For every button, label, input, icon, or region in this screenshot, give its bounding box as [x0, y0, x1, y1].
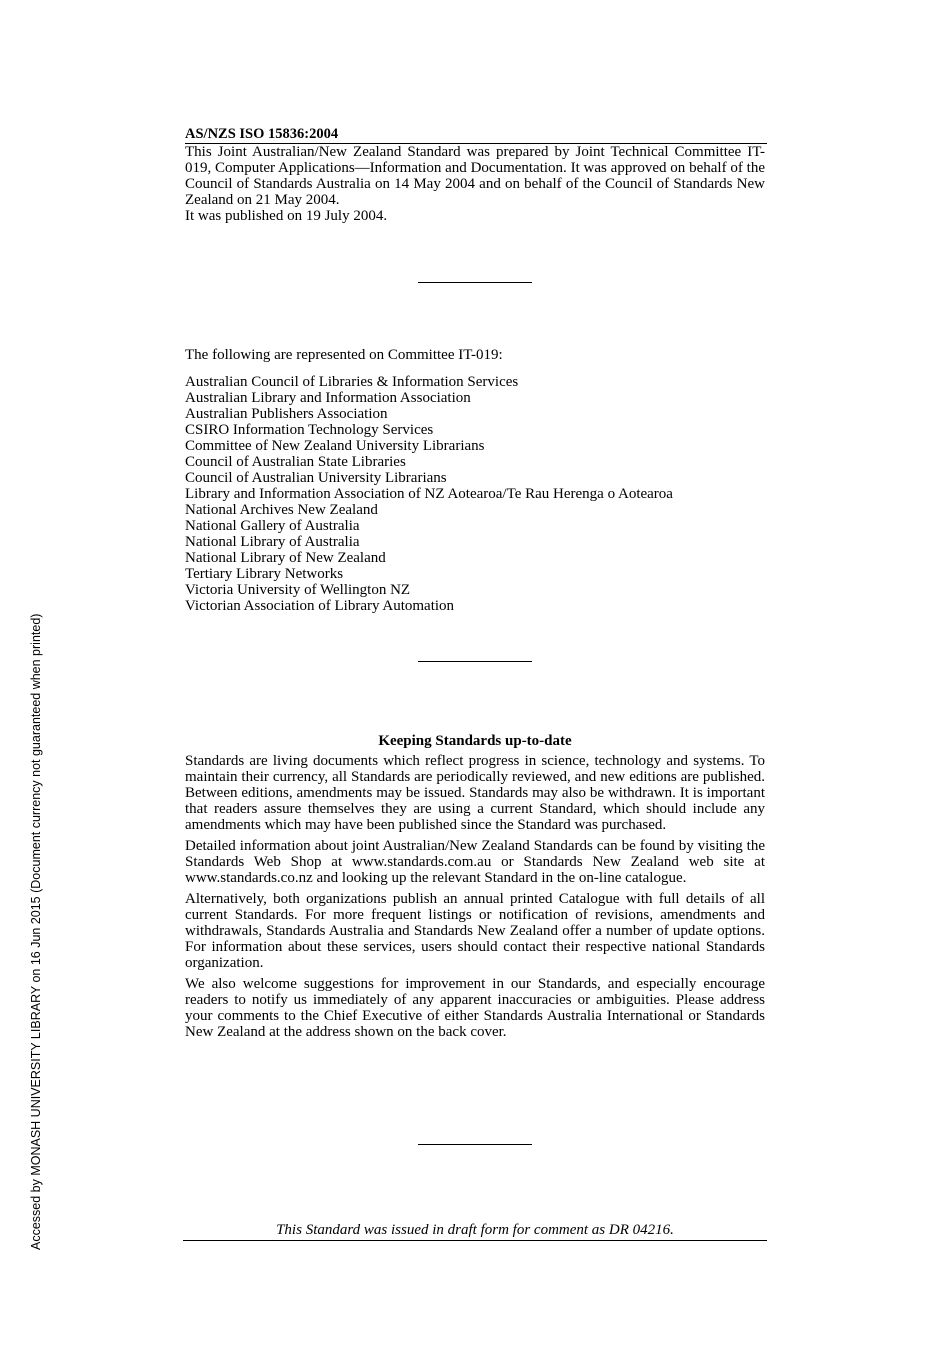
committee-member: Library and Information Association of NZ Aotearoa/Te Rau Herenga o Aotearoa — [185, 486, 673, 502]
section-divider — [418, 282, 532, 283]
committee-member: Australian Library and Information Association — [185, 390, 471, 406]
section-divider — [418, 1144, 532, 1145]
committee-member: Australian Publishers Association — [185, 406, 388, 422]
access-watermark: Accessed by MONASH UNIVERSITY LIBRARY on 16 Jun 2015 (Document currency not guaranteed when printed) — [29, 613, 43, 1250]
section-divider — [418, 661, 532, 662]
committee-member: National Library of New Zealand — [185, 550, 386, 566]
committee-member-list — [185, 374, 765, 614]
body-paragraph: Alternatively, both organizations publish an annual printed Catalogue with full details of all current Standards. For more frequent listings or notification of revisions, amendments and withdrawals, Standards Australia and Standards New Zealand offer a number of update options. For information about these services, users should contact their respective national Standards organization. — [185, 891, 765, 971]
committee-member: National Library of Australia — [185, 534, 360, 550]
document-id: AS/NZS ISO 15836:2004 — [185, 126, 767, 144]
draft-note: This Standard was issued in draft form for comment as DR 04216. — [183, 1221, 767, 1241]
committee-member: Council of Australian University Librarians — [185, 470, 447, 486]
body-paragraph: Standards are living documents which reflect progress in science, technology and systems. To maintain their currency, all Standards are periodically reviewed, and new editions are published. Between editions, amendments may be issued. Standards may also be withdrawn. It is important that readers assure themselves they are using a current Standard, which should include any amendments which may have been published since the Standard was purchased. — [185, 753, 765, 833]
committee-member: Australian Council of Libraries & Information Services — [185, 374, 519, 390]
committee-member: National Archives New Zealand — [185, 502, 378, 518]
committee-member: National Gallery of Australia — [185, 518, 360, 534]
committee-member: CSIRO Information Technology Services — [185, 422, 434, 438]
committee-member: Committee of New Zealand University Librarians — [185, 438, 485, 454]
keeping-standards-body — [185, 753, 765, 1045]
committee-member: Tertiary Library Networks — [185, 566, 344, 582]
approval-statement — [185, 144, 765, 224]
approval-paragraph: This Joint Australian/New Zealand Standard was prepared by Joint Technical Committee IT-019, Computer Applications—Information and Documentation. It was approved on behalf of the Council of Standards Australia on 14 May 2004 and on behalf of the Council of Standards New Zealand on 21 May 2004. — [185, 144, 765, 208]
body-paragraph: We also welcome suggestions for improvement in our Standards, and especially encourage readers to notify us immediately of any apparent inaccuracies or ambiguities. Please address your comments to the Chief Executive of either Standards Australia International or Standards New Zealand at the address shown on the back cover. — [185, 976, 765, 1040]
committee-heading: The following are represented on Committee IT-019: — [185, 347, 503, 363]
committee-member: Victoria University of Wellington NZ — [185, 582, 411, 598]
body-paragraph: Detailed information about joint Australian/New Zealand Standards can be found by visiting the Standards Web Shop at www.standards.com.au or Standards New Zealand web site at www.standards.co.nz and looking up the relevant Standard in the on-line catalogue. — [185, 838, 765, 886]
committee-member: Victorian Association of Library Automation — [185, 598, 455, 614]
keeping-standards-heading: Keeping Standards up-to-date — [378, 733, 572, 749]
publication-date-paragraph: It was published on 19 July 2004. — [185, 208, 388, 224]
committee-member: Council of Australian State Libraries — [185, 454, 406, 470]
